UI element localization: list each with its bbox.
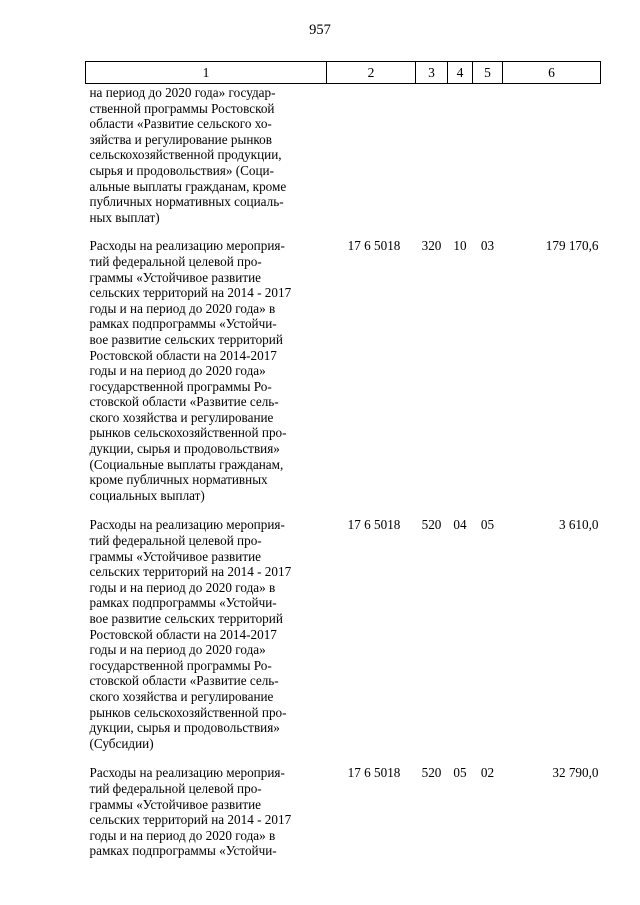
description-line: сельских территорий на 2014 - 2017	[89, 564, 292, 580]
description-line: сельских территорий на 2014 - 2017	[89, 285, 292, 301]
description-line: вое развитие сельских территорий	[89, 611, 283, 626]
description-line: годы и на период до 2020 года»	[89, 363, 266, 379]
row-section: 05	[453, 765, 467, 781]
row-amount: 179 170,6	[545, 238, 599, 254]
header-col-4: 4	[448, 62, 473, 84]
description-line: годы и на период до 2020 года»	[89, 642, 266, 658]
row-expense-type: 520	[421, 517, 442, 533]
description-line: социальных выплат)	[89, 487, 205, 503]
row-description	[86, 238, 327, 517]
description-line: государственной программы Ро-	[89, 657, 272, 673]
row-expense-type	[416, 84, 448, 239]
row-description	[86, 765, 327, 873]
row-expense-type: 320	[421, 238, 442, 254]
description-line: публичных нормативных социаль-	[89, 194, 284, 210]
description-line: годы и на период до 2020 года» в	[89, 300, 276, 316]
table-body	[86, 84, 601, 873]
description-line: рамках подпрограммы «Устойчи-	[89, 316, 277, 332]
description-line: годы и на период до 2020 года» в	[89, 827, 276, 843]
table-row	[86, 238, 601, 517]
description-line: ных выплат)	[89, 209, 160, 225]
description-line: государственной программы Ро-	[89, 378, 272, 394]
row-amount: 32 790,0	[552, 765, 599, 781]
description-line: сельских территорий на 2014 - 2017	[89, 812, 292, 828]
description-line: Расходы на реализацию мероприя-	[89, 765, 285, 781]
description-line: стовской области «Развитие сель-	[89, 673, 279, 689]
description-line: (Субсидии)	[89, 735, 154, 751]
description-line: тий федеральной целевой про-	[89, 533, 262, 549]
budget-table	[85, 61, 601, 873]
row-target-code: 17 6 5018	[347, 765, 401, 781]
row-section: 10	[453, 238, 467, 254]
description-line: (Социальные выплаты гражданам,	[89, 456, 284, 472]
row-target-code: 17 6 5018	[347, 517, 401, 533]
table-row	[86, 84, 601, 239]
row-subsection: 05	[480, 517, 495, 533]
row-amount	[503, 84, 601, 239]
description-line: сельскохозяйственной продукции,	[89, 147, 282, 163]
header-col-6: 6	[503, 62, 601, 84]
description-line: вое развитие сельских территорий	[89, 331, 283, 347]
description-line: ского хозяйства и регулирование	[89, 688, 274, 704]
page-number: 957	[309, 22, 331, 38]
row-section: 04	[453, 517, 467, 533]
row-target-code	[327, 84, 416, 239]
description-line: Ростовской области на 2014-2017	[89, 626, 277, 642]
description-line: альные выплаты гражданам, кроме	[89, 178, 287, 194]
description-line: граммы «Устойчивое развитие	[89, 796, 261, 812]
header-row	[86, 62, 601, 84]
description-line: кроме публичных нормативных	[89, 472, 268, 488]
description-line: тий федеральной целевой про-	[89, 780, 262, 796]
row-expense-type: 520	[421, 765, 442, 781]
description-line: дукции, сырья и продовольствия»	[89, 720, 280, 736]
description-line: Расходы на реализацию мероприя-	[89, 238, 285, 254]
header-col-5: 5	[473, 62, 503, 84]
description-line: дукции, сырья и продовольствия»	[89, 441, 280, 457]
description-line: на период до 2020 года» государ-	[89, 85, 276, 100]
description-line: граммы «Устойчивое развитие	[89, 269, 261, 285]
description-line: зяйства и регулирование рынков	[89, 131, 272, 147]
table-row	[86, 765, 601, 873]
description-line: стовской области «Развитие сель-	[89, 394, 279, 410]
header-col-2: 2	[327, 62, 416, 84]
description-line: тий федеральной целевой про-	[89, 253, 262, 269]
row-amount: 3 610,0	[558, 517, 599, 533]
description-line: ского хозяйства и регулирование	[89, 409, 274, 425]
row-subsection: 02	[480, 765, 495, 781]
header-col-3: 3	[416, 62, 448, 84]
description-line: граммы «Устойчивое развитие	[89, 548, 261, 564]
description-line: рынков сельскохозяйственной про-	[89, 704, 287, 720]
description-line: области «Развитие сельского хо-	[89, 116, 272, 132]
description-line: сырья и продовольствия» (Соци-	[89, 162, 275, 178]
row-description	[86, 517, 327, 765]
description-line: рамках подпрограммы «Устойчи-	[89, 843, 277, 859]
row-description	[86, 84, 327, 239]
description-line: Расходы на реализацию мероприя-	[89, 517, 285, 533]
description-line: рамках подпрограммы «Устойчи-	[89, 595, 277, 611]
description-line: рынков сельскохозяйственной про-	[89, 425, 287, 441]
row-section	[448, 84, 473, 239]
row-subsection: 03	[480, 238, 495, 254]
description-line: годы и на период до 2020 года» в	[89, 579, 276, 595]
description-line: ственной программы Ростовской	[89, 100, 275, 116]
row-target-code: 17 6 5018	[347, 238, 401, 254]
header-col-1: 1	[86, 62, 327, 84]
description-line: Ростовской области на 2014-2017	[89, 347, 277, 363]
table-header	[86, 62, 601, 84]
table-row	[86, 517, 601, 765]
row-subsection	[473, 84, 503, 239]
